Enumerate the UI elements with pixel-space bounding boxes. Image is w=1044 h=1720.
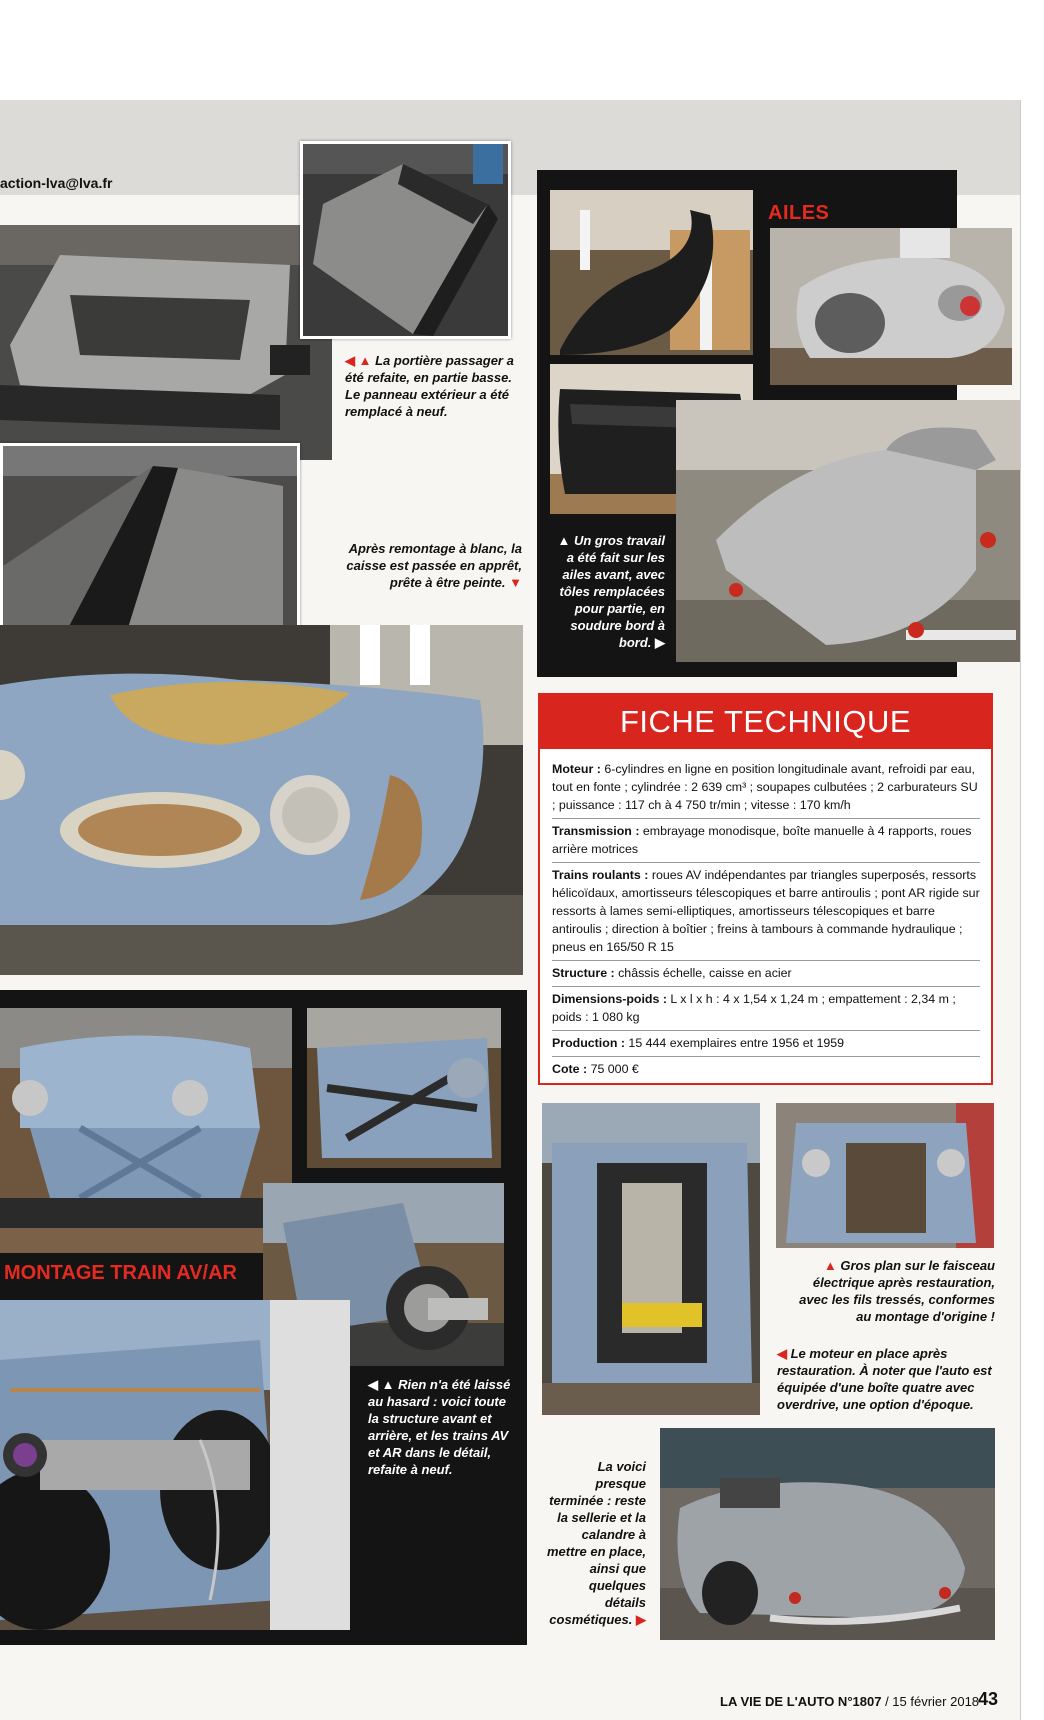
caption-faisceau: ▲ Gros plan sur le faisceau électrique après restauration, avec les fils tressés, conformes au montage d'origine !	[799, 1258, 995, 1324]
photo-engine	[542, 1103, 760, 1415]
fiche-title: FICHE TECHNIQUE	[540, 695, 991, 749]
photo-blue-body	[0, 625, 523, 975]
triangle-up-icon: ▲	[823, 1258, 841, 1273]
photo-chassis-frame	[0, 225, 332, 460]
fiche-row-moteur: Moteur : 6-cylindres en ligne en position longitudinale avant, refroidi par eau, tout en fonte ; cylindrée : 2 639 cm³ ; soupapes culbutées ; 2 carburateurs SU ; puissance : 117 ch à 4 750 tr/min ; vitesse : 170 km/h	[552, 757, 980, 819]
page-footer: LA VIE DE L'AUTO N°1807 / 15 février 2018	[720, 1694, 980, 1709]
photo-front-structure	[0, 1008, 292, 1253]
fiche-row-transmission: Transmission : embrayage monodisque, boîte manuelle à 4 rapports, roues arrière motrices	[552, 819, 980, 863]
fiche-body	[552, 757, 980, 1082]
photo-finished-car	[660, 1428, 995, 1640]
triangle-left-icon: ◀ ▲	[368, 1377, 399, 1392]
fiche-row-production: Production : 15 444 exemplaires entre 1956 et 1959	[552, 1031, 980, 1057]
caption-moteur: ◀ Le moteur en place après restauration. À noter que l'auto est équipée d'une boîte quatre avec overdrive, une option d'époque.	[777, 1346, 992, 1412]
label-ailes: AILES	[768, 202, 830, 224]
triangle-right-icon: ▶	[651, 635, 665, 650]
fiche-technique	[538, 693, 993, 1085]
photo-wing-1	[550, 190, 753, 355]
fiche-row-trains: Trains roulants : roues AV indépendantes par triangles superposés, ressorts hélicoïdaux, amortisseurs télescopiques et barre antiroulis ; pont AR rigide sur ressorts à lames semi-elliptiques, amortisseurs télescopiques et barre antiroulis ; direction à boîtier ; freins à tambours à commande hydraulique ; pneus en 165/50 R 15	[552, 863, 980, 961]
triangle-right-icon: ▶	[632, 1612, 646, 1627]
triangle-left-icon: ◀	[777, 1346, 791, 1361]
page-edge	[1020, 100, 1021, 1720]
caption-portiere: ◀ ▲ La portière passager a été refaite, en partie basse. Le panneau extérieur a été remplacé à neuf.	[345, 353, 514, 419]
photo-wing-car	[770, 228, 1012, 385]
photo-suspension-1	[307, 1008, 501, 1168]
caption-ailes: ▲ Un gros travail a été fait sur les ailes avant, avec tôles remplacées pour partie, en soudure bord à bord. ▶	[557, 533, 665, 650]
photo-wiring	[776, 1103, 994, 1248]
fiche-row-cote: Cote : 75 000 €	[552, 1062, 639, 1076]
caption-remontage: Après remontage à blanc, la caisse est passée en apprêt, prête à être peinte. ▼	[346, 541, 522, 590]
triangle-left-icon: ◀ ▲	[345, 353, 376, 368]
header-email: action-lva@lva.fr	[0, 175, 113, 191]
fiche-row-structure: Structure : châssis échelle, caisse en acier	[552, 961, 980, 987]
caption-terminee: La voici presque terminée : reste la sellerie et la calandre à mettre en place, ainsi que quelques détails cosmétiques. ▶	[547, 1459, 646, 1627]
caption-hasard: ◀ ▲ Rien n'a été laissé au hasard : voici toute la structure avant et arrière, et les trains AV et AR dans le détail, refaite à neuf.	[368, 1377, 511, 1477]
page-number: 43	[978, 1689, 999, 1709]
photo-wing-fender	[676, 400, 1020, 662]
photo-door-panel	[300, 141, 511, 339]
label-montage: MONTAGE TRAIN AV/AR	[0, 1253, 250, 1293]
triangle-down-icon: ▼	[505, 575, 522, 590]
triangle-up-icon: ▲	[557, 533, 574, 548]
fiche-row-dimensions: Dimensions-poids : L x l x h : 4 x 1,54 x 1,24 m ; empattement : 2,34 m ; poids : 1 080 kg	[552, 987, 980, 1031]
photo-rear-axle	[0, 1300, 350, 1630]
